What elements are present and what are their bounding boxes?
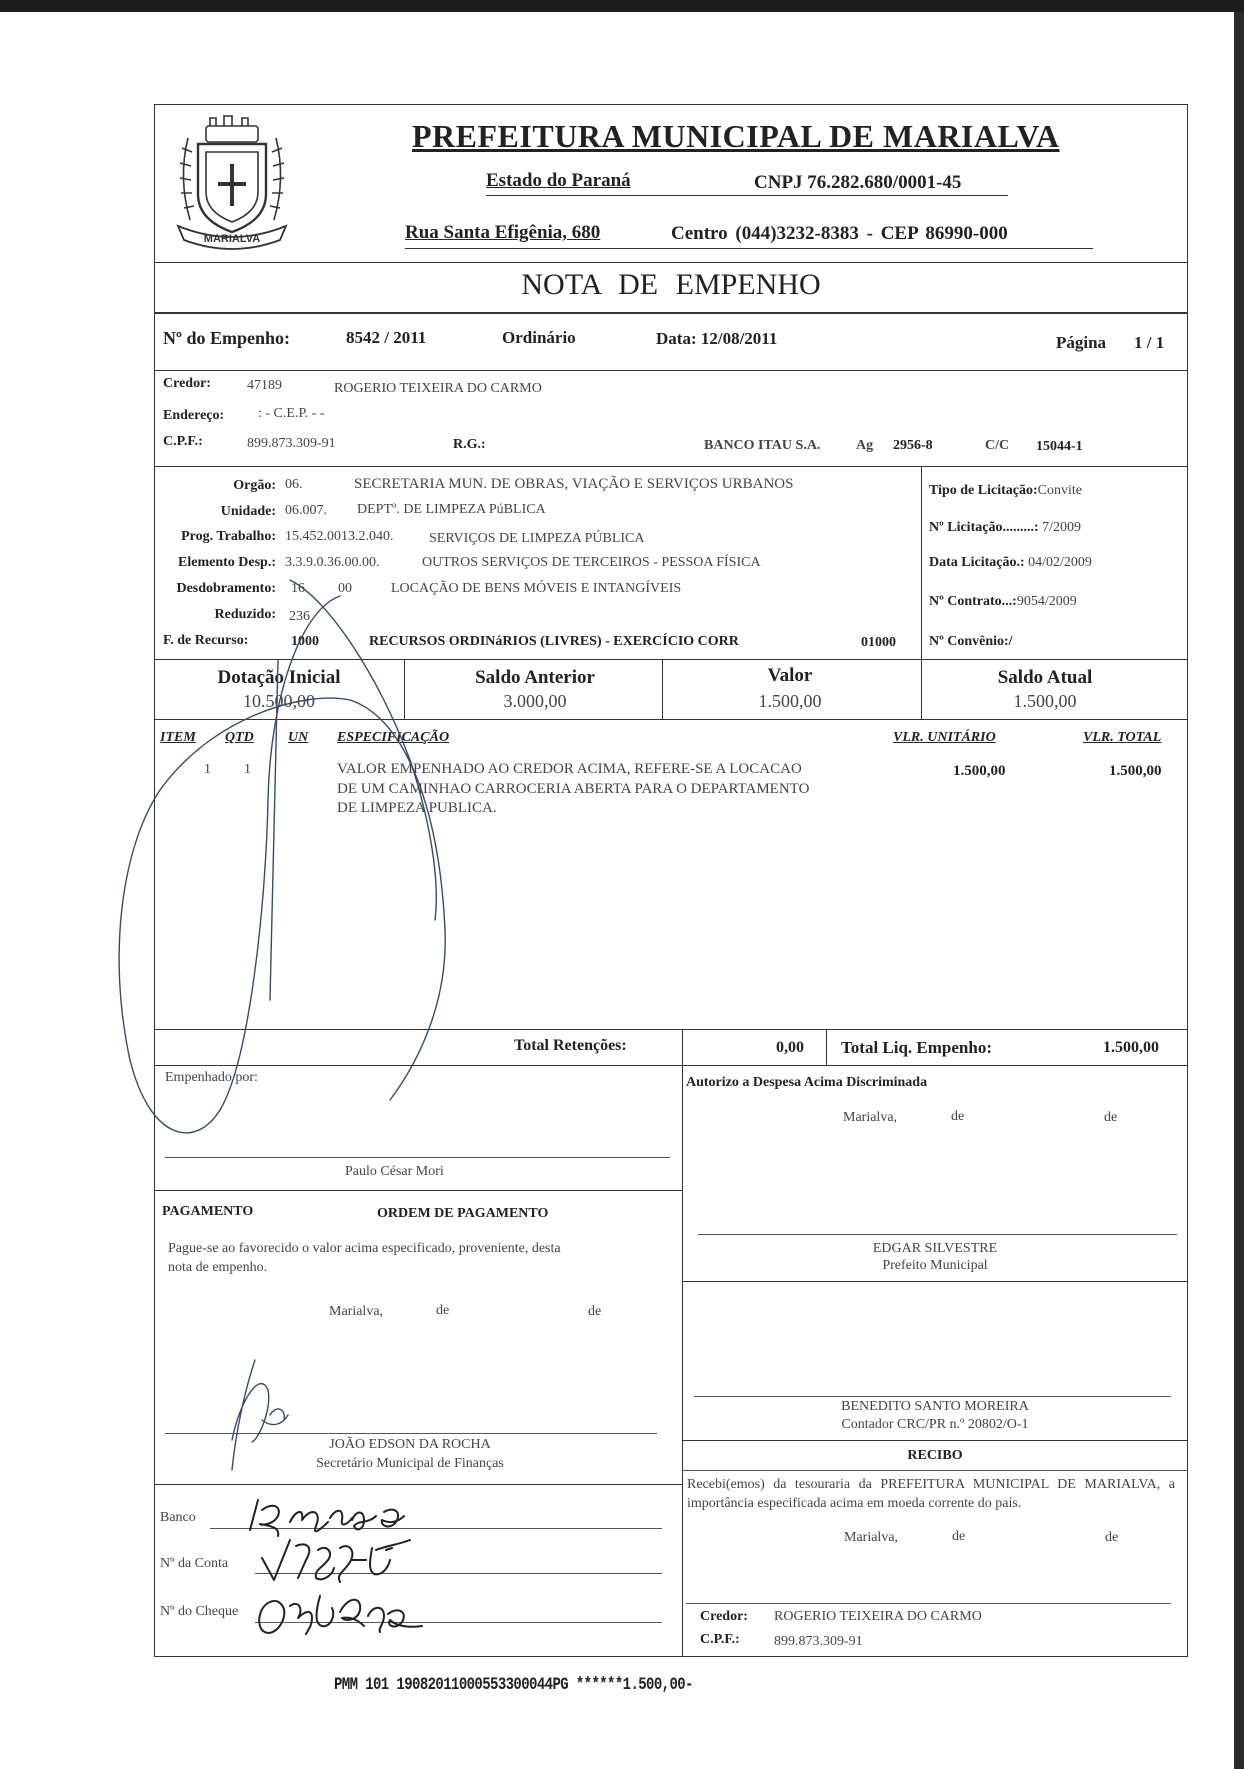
unidade-code: 06.007.	[285, 503, 327, 518]
municipal-crest	[158, 108, 306, 258]
item-total-value: 1.500,00	[1109, 763, 1162, 779]
address-value: : - C.E.P. - -	[258, 406, 325, 421]
address-underline	[405, 248, 1093, 249]
reduzido-label: Reduzido:	[214, 607, 276, 622]
data-licitacao-label: Data Licitação.: 04/02/2009	[929, 555, 1092, 570]
total-retencoes-label: Total Retenções:	[514, 1037, 627, 1054]
bank-agency-label: Ag	[856, 438, 874, 453]
empenho-date: Data: 12/08/2011	[656, 329, 778, 348]
recibo-cpf-label: C.P.F.:	[700, 1632, 740, 1647]
bank-agency: 2956-8	[893, 438, 933, 453]
empenho-divider	[154, 370, 1188, 371]
saldo-anterior-value: 3.000,00	[503, 691, 567, 711]
programa-label: Prog. Trabalho:	[181, 529, 276, 544]
n-licitacao-value: 7/2009	[1042, 520, 1081, 535]
empenhado-por-name: Paulo César Mori	[345, 1164, 444, 1179]
orgao-name: SECRETARIA MUN. DE OBRAS, VIAÇÃO E SERVIÇOS URBANOS	[354, 476, 794, 492]
col-vlr-unitario: VLR. UNITÁRIO	[893, 730, 996, 745]
desdobramento-sub: 00	[338, 581, 352, 596]
credor-code: 47189	[247, 378, 282, 393]
autorizo-de-2: de	[1104, 1110, 1118, 1125]
ordem-text-line-1: Pague-se ao favorecido o valor acima especificado, proveniente, desta	[168, 1241, 561, 1256]
total-liquido-value: 1.500,00	[1103, 1039, 1159, 1056]
recibo-place: Marialva,	[844, 1530, 899, 1545]
fonte-name: RECURSOS ORDINáRIOS (LIVRES) - EXERCÍCIO CORR	[369, 634, 739, 649]
cnpj: CNPJ 76.282.680/0001-45	[754, 172, 962, 193]
secretario-divider	[154, 1484, 682, 1485]
n-contrato-value: 9054/2009	[1016, 594, 1077, 609]
cheque-line[interactable]	[255, 1622, 662, 1623]
programa-name: SERVIÇOS DE LIMPEZA PÚBLICA	[429, 531, 645, 546]
valor-value: 1.500,00	[758, 691, 822, 711]
empenho-number-label: Nº do Empenho:	[163, 328, 290, 348]
unidade-name: DEPTº. DE LIMPEZA PúBLICA	[357, 502, 546, 517]
licitacao-column-divider	[921, 466, 922, 660]
orgao-label: Orgão:	[233, 478, 276, 493]
items-divider	[154, 1029, 1188, 1030]
state-name: Estado do Paraná	[486, 170, 631, 191]
scan-top-border	[0, 0, 1244, 12]
elemento-name: OUTROS SERVIÇOS DE TERCEIROS - PESSOA FÍSICA	[422, 555, 761, 570]
conta-line[interactable]	[255, 1573, 662, 1574]
credor-divider	[154, 466, 1188, 467]
prefeito-divider	[682, 1281, 1188, 1282]
contador-role: Contador CRC/PR n.º 20802/O-1	[841, 1417, 1029, 1432]
recibo-de-2: de	[1105, 1530, 1119, 1545]
elemento-label: Elemento Desp.:	[178, 555, 276, 570]
recibo-cpf: 899.873.309-91	[774, 1634, 863, 1649]
contador-divider	[682, 1440, 1188, 1441]
prefeito-role: Prefeito Municipal	[882, 1258, 988, 1273]
col-qtd: QTD	[225, 730, 254, 745]
recibo-de-1: de	[952, 1529, 966, 1544]
col-un: UN	[288, 730, 309, 745]
total-liquido-label: Total Liq. Empenho:	[841, 1038, 992, 1057]
address-label: Endereço:	[163, 408, 225, 423]
totals-divider-2	[826, 1029, 827, 1066]
street-address: Rua Santa Efigênia, 680	[405, 222, 601, 243]
item-spec-line-1: VALOR EMPENHADO AO CREDOR ACIMA, REFERE-SE A LOCACAO	[337, 761, 802, 777]
cheque-label: Nº do Cheque	[160, 1604, 239, 1619]
credor-name: ROGERIO TEIXEIRA DO CARMO	[334, 381, 542, 396]
recibo-credor-label: Credor:	[700, 1609, 748, 1624]
header-divider	[154, 262, 1188, 263]
contador-signature-line	[694, 1396, 1171, 1397]
totals-divider	[154, 1065, 1188, 1066]
desdobramento-name: LOCAÇÃO DE BENS MÓVEIS E INTANGÍVEIS	[391, 581, 682, 596]
n-licitacao-label: Nº Licitação.........: 7/2009	[929, 520, 1081, 535]
banco-line[interactable]	[210, 1528, 662, 1529]
document-title: NOTA DE EMPENHO	[521, 268, 821, 301]
title-divider	[154, 312, 1188, 314]
institution-title: PREFEITURA MUNICIPAL DE MARIALVA	[412, 118, 1060, 154]
balances-divider	[154, 719, 1188, 720]
credor-label: Credor:	[163, 376, 211, 391]
empenhado-por-label: Empenhado por:	[165, 1070, 258, 1085]
page-label: Página	[1056, 333, 1107, 352]
tipo-licitacao-label: Tipo de Licitação:Convite	[929, 483, 1082, 498]
tipo-licitacao-value: Convite	[1037, 483, 1082, 498]
saldo-atual-label: Saldo Atual	[997, 667, 1093, 688]
col-item: ITEM	[160, 730, 196, 745]
rg-label: R.G.:	[453, 437, 486, 452]
bank-account-label: C/C	[985, 438, 1010, 453]
saldo-anterior-label: Saldo Anterior	[475, 667, 595, 688]
dotacao-inicial-value: 10.500,00	[243, 691, 315, 711]
contador-name: BENEDITO SANTO MOREIRA	[841, 1399, 1029, 1414]
ordem-de-1: de	[436, 1303, 450, 1318]
balance-divider-2	[662, 659, 663, 719]
ordem-de-2: de	[588, 1304, 602, 1319]
totals-divider-1	[682, 1029, 683, 1066]
unidade-label: Unidade:	[220, 504, 276, 519]
bank-name: BANCO ITAU S.A.	[704, 438, 821, 453]
n-convenio-label: Nº Convênio:/	[929, 634, 1013, 649]
prefeito-signature-line	[698, 1234, 1177, 1235]
recibo-text: Recebi(emos) da tesouraria da PREFEITURA MUNICIPAL DE MARIALVA, a importância especificada acima em moeda corrente do país.	[687, 1477, 1175, 1511]
cpf-label: C.P.F.:	[163, 434, 203, 449]
empenhado-divider	[154, 1190, 682, 1191]
ordem-text-line-2: nota de empenho.	[168, 1260, 268, 1275]
item-spec-line-2: DE UM CAMINHAO CARROCERIA ABERTA PARA O DEPARTAMENTO	[337, 781, 810, 797]
crest-banner-text: MARIALVA	[203, 233, 261, 245]
reduzido-code: 236	[289, 609, 310, 624]
empenhado-signature-line	[165, 1157, 670, 1158]
cpf-value: 899.873.309-91	[247, 436, 336, 451]
balance-divider-3	[921, 659, 922, 719]
empenho-number: 8542 / 2011	[346, 328, 427, 347]
banco-label: Banco	[160, 1510, 196, 1525]
item-qty: 1	[244, 762, 251, 777]
recibo-title: RECIBO	[907, 1448, 963, 1463]
item-unit-value: 1.500,00	[953, 763, 1006, 779]
bank-account: 15044-1	[1036, 439, 1083, 454]
fonte-label: F. de Recurso:	[163, 633, 249, 648]
programa-code: 15.452.0013.2.040.	[285, 529, 394, 544]
col-especificacao: ESPECIFICAÇÃO	[337, 730, 450, 745]
budget-divider	[154, 659, 1188, 660]
pagamento-label: PAGAMENTO	[162, 1204, 254, 1219]
conta-label: Nº da Conta	[160, 1556, 229, 1571]
col-vlr-total: VLR. TOTAL	[1083, 730, 1162, 745]
elemento-code: 3.3.9.0.36.00.00.	[285, 555, 380, 570]
empenho-type: Ordinário	[502, 328, 576, 347]
balance-divider-1	[404, 659, 405, 719]
recibo-credor-name: ROGERIO TEIXEIRA DO CARMO	[774, 1609, 982, 1624]
desdobramento-code: 16	[291, 581, 305, 596]
total-retencoes-value: 0,00	[776, 1039, 804, 1056]
fonte-code: 1000	[291, 634, 319, 649]
page-number: 1 / 1	[1134, 333, 1165, 352]
ordem-pagamento-label: ORDEM DE PAGAMENTO	[377, 1206, 549, 1221]
item-number: 1	[204, 762, 211, 777]
n-contrato-label: Nº Contrato...:9054/2009	[929, 594, 1077, 609]
state-underline	[486, 195, 1008, 196]
machine-authentication-code: PMM 101 19082011000553300044PG ******1.500,00-	[334, 1675, 693, 1695]
item-spec-line-3: DE LIMPEZA PUBLICA.	[337, 800, 497, 816]
orgao-code: 06.	[285, 477, 303, 492]
dotacao-inicial-label: Dotação Inicial	[217, 667, 341, 688]
secretario-name: JOÃO EDSON DA ROCHA	[329, 1437, 491, 1452]
saldo-atual-value: 1.500,00	[1013, 691, 1077, 711]
prefeito-name: EDGAR SILVESTRE	[872, 1241, 998, 1256]
fonte-number: 01000	[861, 635, 896, 650]
desdobramento-label: Desdobramento:	[176, 581, 276, 596]
autorizo-label: Autorizo a Despesa Acima Discriminada	[686, 1075, 928, 1090]
autorizo-de-1: de	[951, 1109, 965, 1124]
lower-center-divider	[682, 1065, 683, 1657]
autorizo-place: Marialva,	[843, 1110, 898, 1125]
address-details: Centro (044)3232-8383 - CEP 86990-000	[671, 223, 1008, 244]
data-licitacao-value: 04/02/2009	[1028, 555, 1092, 570]
valor-label: Valor	[767, 665, 813, 686]
secretario-signature-line	[165, 1433, 657, 1434]
ordem-place: Marialva,	[329, 1304, 384, 1319]
recibo-title-divider	[682, 1470, 1188, 1471]
secretario-role: Secretário Municipal de Finanças	[316, 1456, 504, 1471]
recibo-signature-line	[686, 1603, 1171, 1604]
scan-right-border	[1234, 12, 1244, 1769]
